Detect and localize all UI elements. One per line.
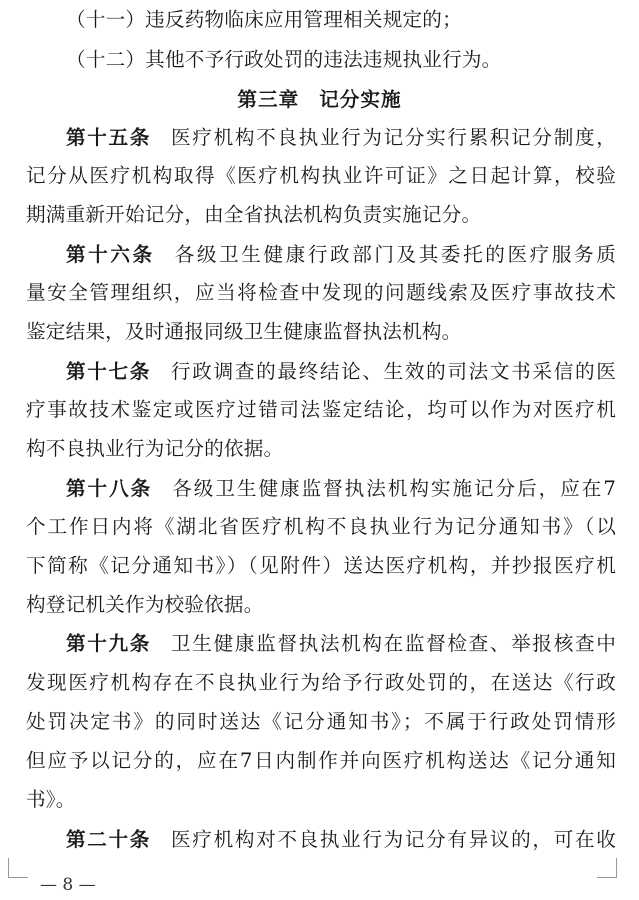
article-19-line-1 xyxy=(66,628,616,660)
crop-mark-right-horizontal xyxy=(597,877,617,878)
article-20-line-1 xyxy=(66,824,616,856)
crop-mark-left-horizontal xyxy=(8,877,28,878)
article-17-line-3: 构不良执业行为记分的依据。 xyxy=(26,437,284,460)
article-18-line-3: 下简称《记分通知书》）（见附件）送达医疗机构，并抄报医疗机 xyxy=(26,554,616,577)
article-20-text-1: 医疗机构对不良执业行为记分有异议的，可在收 xyxy=(171,828,616,851)
article-17-text-1: 行政调查的最终结论、生效的司法文书采信的医 xyxy=(171,360,616,383)
article-18-line-1 xyxy=(66,473,616,505)
item-twelve: （十二）其他不予行政处罚的违法违规执业行为。 xyxy=(66,48,502,71)
article-18-line-4: 构登记机关作为校验依据。 xyxy=(26,593,264,616)
article-15-heading: 第十五条 xyxy=(66,126,152,149)
chapter-title: 记分实施 xyxy=(319,88,402,111)
chapter-heading xyxy=(0,84,639,116)
article-17-line-1 xyxy=(66,356,616,388)
article-20-heading: 第二十条 xyxy=(66,828,152,851)
article-19-line-5: 书》。 xyxy=(26,788,76,811)
chapter-number: 第三章 xyxy=(237,88,300,111)
article-16-line-2: 量安全管理组织，应当将检查中发现的问题线索及医疗事故技术 xyxy=(26,281,616,304)
article-19-heading: 第十九条 xyxy=(66,632,152,655)
article-16-text-1: 各级卫生健康行政部门及其委托的医疗服务质 xyxy=(174,243,616,266)
item-eleven: （十一）违反药物临床应用管理相关规定的； xyxy=(66,8,462,31)
article-15-text-1: 医疗机构不良执业行为记分实行累积记分制度， xyxy=(171,126,616,149)
article-18-text-1: 各级卫生健康监督执法机构实施记分后，应在7 xyxy=(172,477,616,500)
article-19-line-3: 处罚决定书》的同时送达《记分通知书》；不属于行政处罚情形 xyxy=(26,710,616,733)
article-19-line-4: 但应予以记分的，应在7日内制作并向医疗机构送达《记分通知 xyxy=(26,749,616,772)
article-17-heading: 第十七条 xyxy=(66,360,152,383)
article-19-line-2: 发现医疗机构存在不良执业行为给予行政处罚的，在送达《行政 xyxy=(26,671,616,694)
crop-mark-left-vertical xyxy=(8,858,9,878)
crop-mark-right-vertical xyxy=(616,858,617,878)
article-19-text-1: 卫生健康监督执法机构在监督检查、举报核查中 xyxy=(171,632,616,655)
article-16-heading: 第十六条 xyxy=(66,243,155,266)
article-15-line-2: 记分从医疗机构取得《医疗机构执业许可证》之日起计算，校验 xyxy=(26,164,616,187)
article-15-line-3: 期满重新开始记分，由全省执法机构负责实施记分。 xyxy=(26,203,482,226)
article-16-line-1 xyxy=(66,239,616,271)
article-16-line-3: 鉴定结果，及时通报同级卫生健康监督执法机构。 xyxy=(26,320,462,343)
article-15-line-1 xyxy=(66,122,616,154)
article-17-line-2: 疗事故技术鉴定或医疗过错司法鉴定结论，均可以作为对医疗机 xyxy=(26,398,616,421)
page-number: — 8 — xyxy=(40,875,96,895)
article-18-line-2: 个工作日内将《湖北省医疗机构不良执业行为记分通知书》（以 xyxy=(26,515,616,538)
article-18-heading: 第十八条 xyxy=(66,477,153,500)
